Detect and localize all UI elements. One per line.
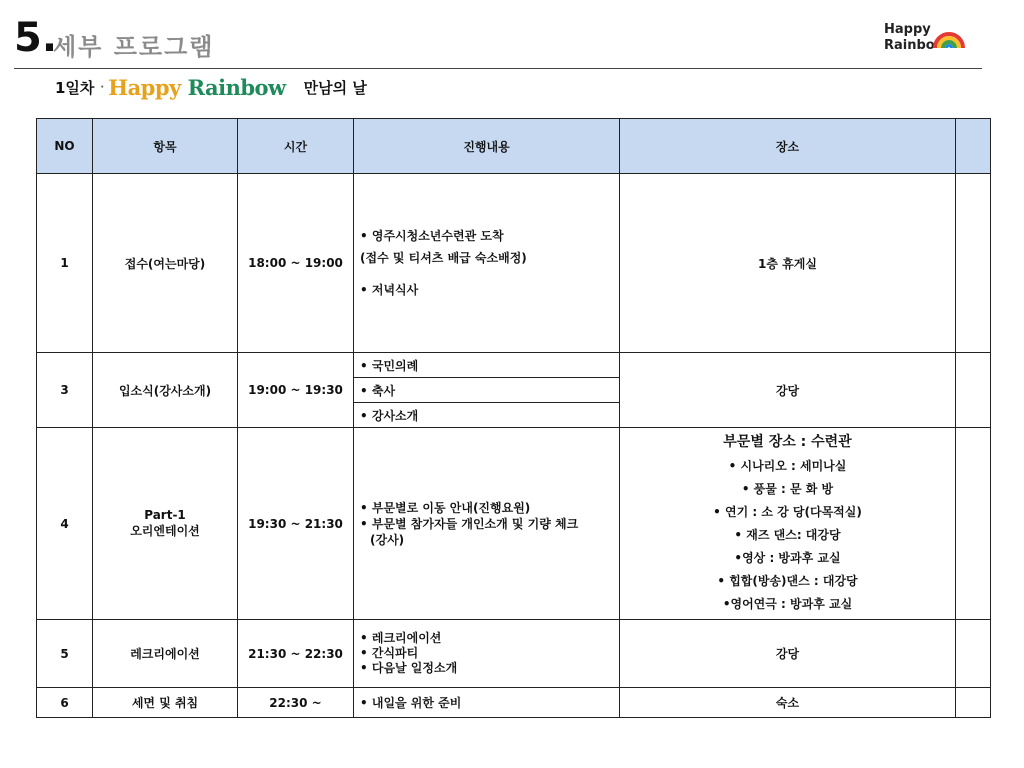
- venue-title: 부문별 장소 : 수련관: [723, 434, 852, 450]
- wordmark-rainbow: Rainbow: [187, 74, 286, 100]
- col-header-content: 진행내용: [354, 119, 620, 174]
- cell-time: 19:30 ~ 21:30: [238, 428, 354, 620]
- schedule-table: [36, 118, 991, 718]
- cell-no: 5: [37, 620, 93, 688]
- table-header-row: [37, 119, 991, 174]
- venue-line: • 힙합(방송)댄스 : 대강당: [717, 574, 858, 588]
- rainbow-icon: [932, 24, 966, 58]
- logo-text: [884, 22, 935, 54]
- venue-line: • 재즈 댄스: 대강당: [734, 528, 841, 542]
- day-theme: 만남의 날: [303, 78, 367, 97]
- cell-content: • 내일을 위한 준비: [354, 688, 620, 718]
- content-line: • 영주시청소년수련관 도착: [360, 229, 504, 243]
- cell-blank: [956, 428, 991, 620]
- cell-content: [354, 174, 620, 353]
- venue-line: • 풍물 : 문 화 방: [741, 482, 834, 496]
- content-line: • 레크리에이션: [360, 631, 442, 645]
- header-divider: [14, 68, 982, 69]
- page-title: 세부 프로그램: [53, 33, 215, 61]
- table-row: [37, 428, 991, 620]
- cell-venue: 숙소: [620, 688, 956, 718]
- table-row: [37, 353, 991, 378]
- col-header-time: 시간: [238, 119, 354, 174]
- cell-content: • 강사소개: [354, 403, 620, 428]
- cell-content: • 국민의례: [354, 353, 620, 378]
- cell-time: 21:30 ~ 22:30: [238, 620, 354, 688]
- day-label: 1일차: [55, 78, 95, 97]
- cell-blank: [956, 688, 991, 718]
- content-line: • 다음날 일정소개: [360, 661, 458, 675]
- cell-content: [354, 428, 620, 620]
- table-row: [37, 688, 991, 718]
- cell-content: [354, 620, 620, 688]
- venue-line: • 시나리오 : 세미나실: [728, 459, 847, 473]
- cell-no: 3: [37, 353, 93, 428]
- table-row: [37, 620, 991, 688]
- content-line: (접수 및 티셔츠 배급 숙소배정): [360, 251, 527, 265]
- cell-venue: 강당: [620, 620, 956, 688]
- venue-line: •영어연극 : 방과후 교실: [722, 597, 853, 611]
- cell-no: 1: [37, 174, 93, 353]
- cell-time: 18:00 ~ 19:00: [238, 174, 354, 353]
- cell-time: 22:30 ~: [238, 688, 354, 718]
- cell-content: • 축사: [354, 378, 620, 403]
- content-line: • 부문별 참가자들 개인소개 및 기량 체크: [360, 516, 579, 531]
- cell-venue: 1층 휴게실: [620, 174, 956, 353]
- cell-no: 6: [37, 688, 93, 718]
- cell-blank: [956, 174, 991, 353]
- venue-line: •영상 : 방과후 교실: [734, 551, 841, 565]
- content-line: • 부문별로 이동 안내(진행요원): [360, 500, 531, 515]
- day-subtitle: [55, 74, 367, 100]
- logo-line-rainbow: Rainbo: [884, 38, 935, 53]
- section-number: 5.: [14, 15, 58, 61]
- venue-line: • 연기 : 소 강 당(다목적실): [713, 505, 862, 519]
- cell-venue: 강당: [620, 353, 956, 428]
- wordmark-happy: Happy: [108, 74, 181, 100]
- item-line: Part-1: [144, 508, 186, 522]
- logo-line-happy: Happy: [884, 22, 931, 37]
- content-line: • 간식파티: [360, 646, 419, 660]
- cell-time: 19:00 ~ 19:30: [238, 353, 354, 428]
- content-line: • 저녁식사: [360, 283, 419, 297]
- cell-item: 세면 및 취침: [93, 688, 238, 718]
- happy-rainbow-logo: [884, 22, 968, 62]
- cell-blank: [956, 353, 991, 428]
- col-header-no: NO: [37, 119, 93, 174]
- cell-blank: [956, 620, 991, 688]
- item-line: 오리엔테이션: [130, 524, 200, 538]
- content-line: (강사): [370, 532, 405, 547]
- col-header-venue: 장소: [620, 119, 956, 174]
- cell-venue: [620, 428, 956, 620]
- happy-rainbow-wordmark: [108, 75, 285, 100]
- cell-item: 레크리에이션: [93, 620, 238, 688]
- cell-item: 입소식(강사소개): [93, 353, 238, 428]
- col-header-blank: [956, 119, 991, 174]
- cell-item: 접수(여는마당): [93, 174, 238, 353]
- table-row: [37, 174, 991, 353]
- cell-item: [93, 428, 238, 620]
- separator-dot: ·: [100, 81, 105, 93]
- cell-no: 4: [37, 428, 93, 620]
- col-header-item: 항목: [93, 119, 238, 174]
